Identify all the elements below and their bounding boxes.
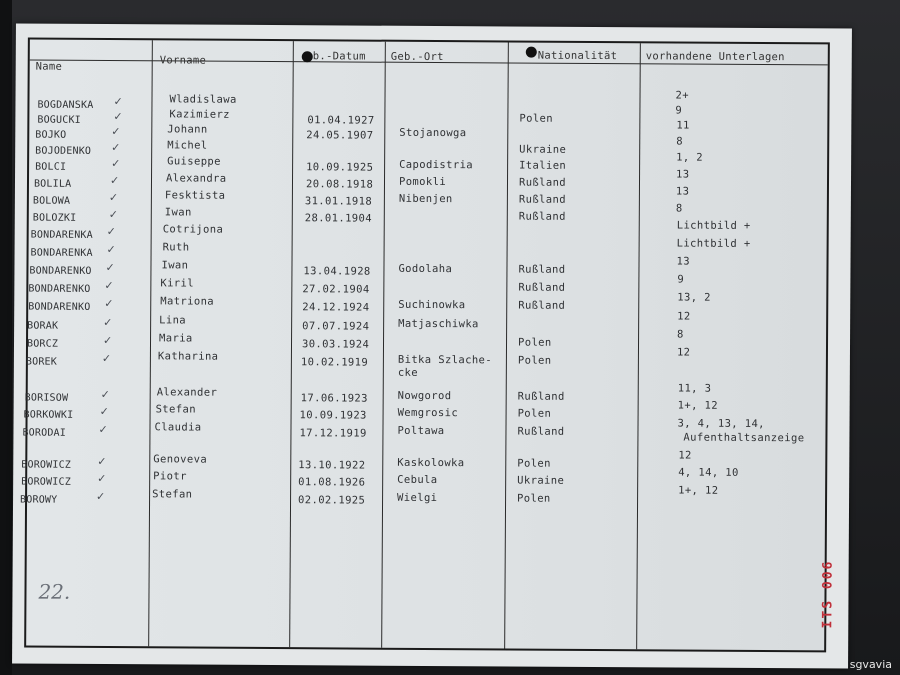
check-mark-icon: ✓ [101, 351, 112, 366]
row-geburtsort: Suchinowka [398, 298, 466, 312]
row-geburtsdatum: 10.02.1919 [300, 356, 369, 369]
watermark: sgvavia [849, 658, 892, 671]
check-mark-icon: ✓ [113, 95, 123, 109]
row-geburtsdatum: 31.01.1918 [304, 195, 373, 208]
row-vorname: Matriona [160, 295, 215, 308]
row-geburtsort: Wemgrosic [397, 406, 459, 420]
check-mark-icon: ✓ [97, 454, 107, 469]
row-vorname: Lina [159, 314, 187, 327]
row-geburtsort: Matjaschiwka [398, 317, 479, 331]
row-vorname: Maria [159, 332, 193, 345]
its-stamp: ITS 006 [820, 559, 836, 629]
row-unterlagen: 13, 2 [677, 291, 711, 304]
row-vorname: Stefan [152, 488, 193, 501]
row-geburtsdatum: 01.04.1927 [307, 114, 375, 127]
header-vorname: Vorname [159, 54, 207, 67]
row-geburtsort: Stojanowga [399, 126, 467, 140]
row-vorname: Piotr [153, 470, 187, 483]
row-name: BONDARENKO [28, 283, 91, 295]
row-nationalitaet: Ukraine [517, 474, 565, 487]
row-unterlagen: 13 [676, 255, 691, 268]
row-nationalitaet: Polen [517, 492, 551, 505]
row-unterlagen: 8 [677, 328, 684, 341]
row-nationalitaet: Polen [517, 336, 552, 349]
row-nationalitaet: Rußland [518, 210, 566, 223]
header-name: Name [35, 60, 63, 73]
row-unterlagen: 9 [675, 104, 683, 117]
row-nationalitaet: Rußland [518, 299, 566, 312]
row-nationalitaet: Rußland [518, 281, 566, 294]
row-unterlagen: 13 [676, 168, 690, 181]
check-mark-icon: ✓ [104, 296, 114, 311]
row-name: BOROWICZ [21, 476, 71, 488]
row-name: BOJODENKO [35, 145, 92, 157]
row-geburtsort: Cebula [397, 473, 438, 487]
row-nationalitaet: Rußland [518, 176, 567, 189]
row-unterlagen: 12 [677, 310, 691, 323]
column-rule-2 [289, 41, 294, 647]
row-geburtsort: Godolaha [398, 262, 453, 276]
row-geburtsdatum: 07.07.1924 [302, 320, 370, 333]
row-unterlagen-cont: Aufenthaltsanzeige [683, 431, 805, 445]
check-mark-icon: ✓ [106, 243, 116, 257]
row-geburtsdatum: 17.12.1919 [299, 427, 367, 440]
row-vorname: Katharina [157, 350, 219, 363]
row-geburtsdatum: 28.01.1904 [304, 212, 373, 225]
row-unterlagen: 12 [678, 449, 692, 462]
check-mark-icon: ✓ [108, 191, 119, 205]
row-geburtsdatum: 24.12.1924 [302, 301, 370, 314]
row-name: BORCZ [26, 338, 59, 350]
row-geburtsort: Nibenjen [398, 192, 453, 206]
row-vorname: Michel [167, 139, 208, 152]
row-name: BONDARENKA [30, 229, 93, 241]
check-mark-icon: ✓ [96, 489, 106, 504]
row-name: BONDARENKO [28, 301, 91, 313]
row-name: BOROWY [20, 494, 58, 506]
row-vorname: Iwan [161, 259, 189, 272]
row-name: BOLOZKI [32, 212, 77, 224]
check-mark-icon: ✓ [109, 174, 120, 188]
check-mark-icon: ✓ [111, 125, 121, 139]
row-unterlagen: 4, 14, 10 [678, 466, 739, 479]
row-geburtsdatum: 20.08.1918 [305, 178, 374, 191]
check-mark-icon: ✓ [113, 110, 123, 124]
row-vorname: Alexander [156, 386, 218, 399]
row-vorname: Iwan [164, 206, 192, 219]
row-name: BONDARENKA [30, 247, 93, 259]
row-vorname: Johann [167, 123, 208, 136]
check-mark-icon: ✓ [103, 315, 113, 330]
row-geburtsdatum: 10.09.1925 [306, 161, 374, 174]
row-unterlagen: 13 [675, 185, 690, 198]
row-geburtsdatum: 24.05.1907 [306, 129, 374, 142]
column-rule-5 [636, 43, 641, 649]
row-unterlagen: 1+, 12 [677, 399, 719, 412]
row-vorname: Kiril [160, 277, 195, 290]
row-geburtsort: Wielgi [397, 491, 438, 505]
row-nationalitaet: Polen [519, 112, 554, 125]
punch-hole-right [526, 47, 537, 58]
header-nationalitaet: Nationalität [537, 49, 618, 63]
row-name: BORKOWKI [23, 409, 74, 421]
row-nationalitaet: Polen [517, 354, 552, 367]
check-mark-icon: ✓ [99, 404, 109, 419]
row-name: BOREK [25, 356, 58, 368]
row-unterlagen: 8 [676, 135, 684, 148]
row-unterlagen: 2+ [675, 89, 690, 102]
row-unterlagen: 11 [676, 119, 690, 132]
row-nationalitaet: Italien [519, 159, 567, 172]
check-mark-icon: ✓ [97, 471, 107, 486]
check-mark-icon: ✓ [104, 278, 114, 293]
header-geburtsdatum: b.-Datum [312, 50, 366, 63]
row-geburtsort: Kaskolowka [397, 456, 465, 470]
row-geburtsort: Poltawa [397, 424, 445, 438]
row-name: BOGDANSKA [37, 99, 94, 111]
row-nationalitaet: Ukraine [519, 143, 567, 156]
row-nationalitaet: Rußland [518, 193, 566, 206]
header-geburtsort: Geb.-Ort [390, 50, 444, 64]
check-mark-icon: ✓ [106, 225, 116, 239]
row-name: BOROWICZ [21, 459, 72, 471]
row-geburtsdatum: 02.02.1925 [298, 494, 366, 507]
row-name: BOGUCKI [37, 114, 81, 126]
row-geburtsort: Capodistria [399, 158, 474, 172]
row-geburtsdatum: 10.09.1923 [299, 409, 367, 422]
row-geburtsort: Nowgorod [397, 389, 452, 403]
column-rule-4 [504, 42, 509, 648]
row-vorname: Ruth [162, 241, 190, 254]
row-name: BOLOWA [32, 195, 71, 207]
check-mark-icon: ✓ [105, 261, 115, 275]
punch-hole-left [302, 51, 313, 62]
row-nationalitaet: Polen [517, 407, 552, 420]
row-nationalitaet: Rußland [518, 263, 566, 276]
record-sheet [12, 23, 852, 668]
row-unterlagen: 9 [677, 273, 685, 286]
row-geburtsort: Bitka Szlache- [397, 353, 493, 367]
row-geburtsdatum: 30.03.1924 [301, 338, 370, 351]
check-mark-icon: ✓ [100, 387, 110, 402]
check-mark-icon: ✓ [98, 422, 108, 437]
row-name: BONDARENKO [29, 265, 92, 277]
row-unterlagen: 8 [675, 202, 683, 215]
row-geburtsort: Pomokli [398, 175, 447, 189]
row-name: BORISOW [24, 392, 69, 404]
check-mark-icon: ✓ [108, 208, 119, 222]
row-vorname: Alexandra [165, 172, 227, 185]
row-unterlagen: 11, 3 [677, 382, 712, 395]
row-vorname: Cotrijona [162, 223, 224, 236]
row-unterlagen: Lichtbild + [676, 219, 751, 232]
header-unterlagen: vorhandene Unterlagen [645, 50, 785, 64]
row-unterlagen: 12 [676, 346, 691, 359]
row-name: BORAK [27, 320, 59, 332]
row-name: BORODAI [22, 427, 67, 439]
column-rule-3 [381, 42, 386, 648]
row-vorname: Wladislawa [169, 93, 237, 106]
page-number-note: 22. [38, 579, 71, 604]
row-nationalitaet: Rußland [517, 390, 565, 403]
row-geburtsdatum: 13.04.1928 [303, 265, 371, 278]
row-vorname: Stefan [155, 403, 196, 416]
row-nationalitaet: Polen [517, 457, 551, 470]
row-vorname: Kazimierz [169, 108, 230, 121]
row-unterlagen: 1, 2 [676, 151, 704, 164]
row-vorname: Fesktista [164, 189, 226, 202]
row-vorname: Genoveva [153, 453, 208, 466]
row-vorname: Claudia [154, 421, 202, 434]
row-name: BOJKO [35, 129, 67, 141]
row-unterlagen: Lichtbild + [676, 237, 751, 250]
row-name: BOLILA [33, 178, 72, 190]
row-unterlagen: 1+, 12 [678, 484, 719, 497]
row-unterlagen: 3, 4, 13, 14, [677, 417, 765, 431]
row-geburtsdatum: 01.08.1926 [298, 476, 366, 489]
row-geburtsort-cont: cke [397, 366, 419, 379]
row-geburtsdatum: 13.10.1922 [298, 459, 366, 472]
register-form [20, 38, 830, 653]
column-rule-1 [148, 40, 153, 646]
check-mark-icon: ✓ [111, 157, 121, 171]
check-mark-icon: ✓ [111, 141, 121, 155]
row-name: BOLCI [35, 161, 67, 173]
row-geburtsdatum: 27.02.1904 [302, 283, 370, 296]
row-nationalitaet: Rußland [517, 425, 565, 438]
row-geburtsdatum: 17.06.1923 [300, 392, 368, 405]
binder-edge [0, 0, 12, 675]
check-mark-icon: ✓ [102, 333, 113, 348]
row-vorname: Guiseppe [167, 155, 221, 168]
